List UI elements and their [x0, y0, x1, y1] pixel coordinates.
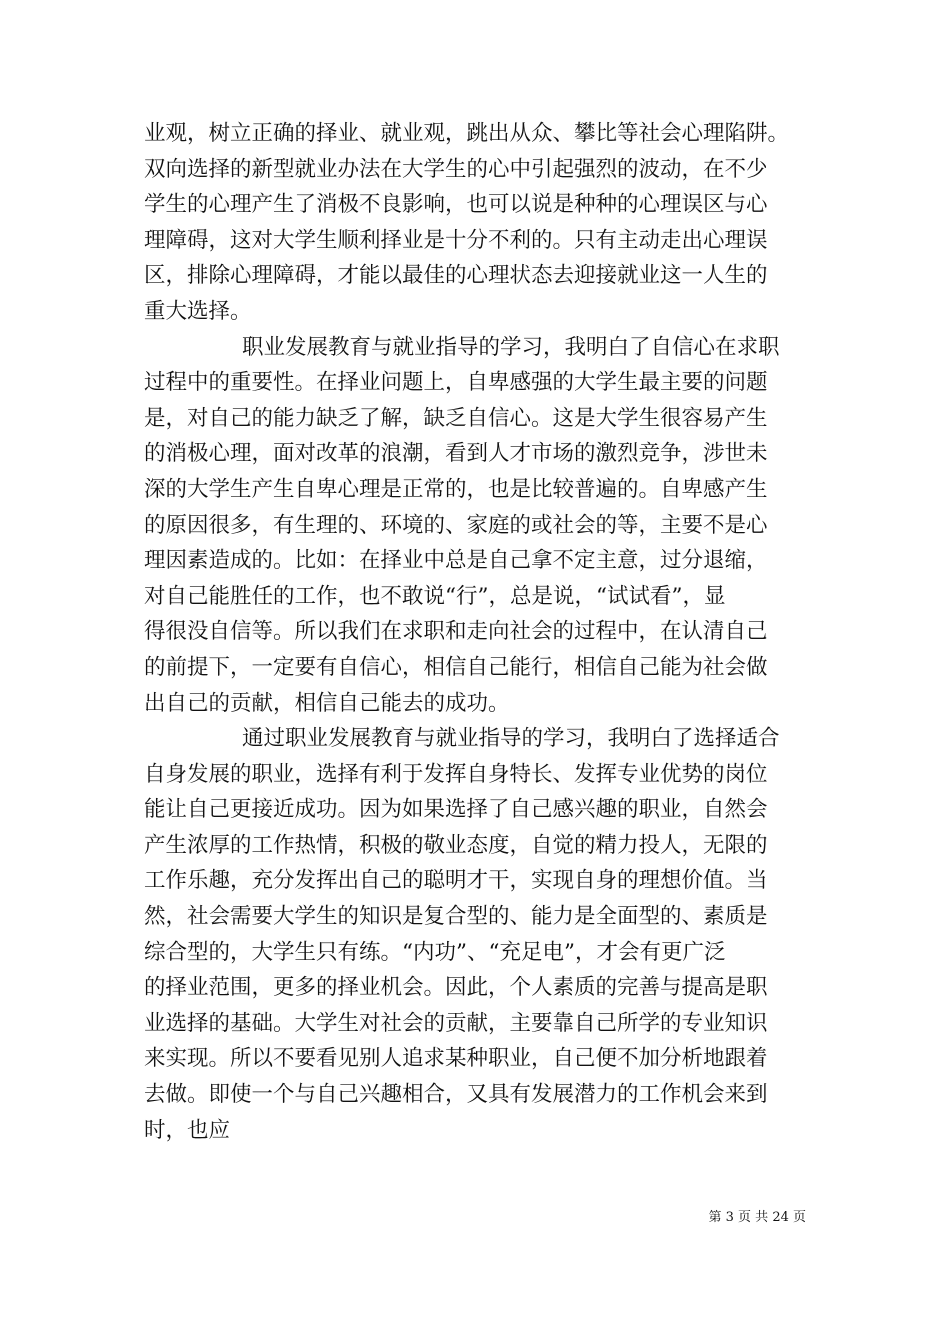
text-line: 综合型的，大学生只有练。“内功”、“充足电”，才会有更广泛 — [144, 939, 726, 965]
text-line: 的原因很多，有生理的、环境的、家庭的或社会的等，主要不是心 — [144, 512, 768, 538]
text-line: 通过职业发展教育与就业指导的学习，我明白了选择适合 — [242, 726, 780, 752]
text-line: 的消极心理，面对改革的浪潮，看到人才市场的激烈竞争，涉世未 — [144, 441, 768, 467]
text-line: 业选择的基础。大学生对社会的贡献，主要靠自己所学的专业知识 — [144, 1010, 768, 1036]
text-line: 双向选择的新型就业办法在大学生的心中引起强烈的波动，在不少 — [144, 156, 768, 182]
text-line: 区，排除心理障碍，才能以最佳的心理状态去迎接就业这一人生的 — [144, 263, 768, 289]
text-line: 理因素造成的。比如：在择业中总是自己拿不定主意，过分退缩， — [144, 548, 768, 574]
text-line: 学生的心理产生了消极不良影响，也可以说是种种的心理误区与心 — [144, 192, 768, 218]
text-line: 对自己能胜任的工作，也不敢说“行”，总是说，“试试看”，显 — [144, 583, 726, 609]
text-line: 能让自己更接近成功。因为如果选择了自己感兴趣的职业，自然会 — [144, 797, 768, 823]
page-number-footer: 第 3 页 共 24 页 — [708, 1210, 806, 1225]
text-line: 深的大学生产生自卑心理是正常的，也是比较普遍的。自卑感产生 — [144, 476, 768, 502]
text-line: 重大选择。 — [144, 298, 252, 324]
body-text — [144, 116, 814, 1148]
text-line: 然，社会需要大学生的知识是复合型的、能力是全面型的、素质是 — [144, 904, 768, 930]
text-line: 去做。即使一个与自己兴趣相合，又具有发展潜力的工作机会来到 — [144, 1082, 768, 1108]
text-line: 产生浓厚的工作热情，积极的敬业态度，自觉的精力投人，无限的 — [144, 832, 768, 858]
text-line: 过程中的重要性。在择业问题上，自卑感强的大学生最主要的问题 — [144, 370, 768, 396]
text-line: 来实现。所以不要看见别人追求某种职业，自己便不加分析地跟着 — [144, 1046, 768, 1072]
text-line: 出自己的贡献，相信自己能去的成功。 — [144, 690, 510, 716]
text-line: 理障碍，这对大学生顺利择业是十分不利的。只有主动走出心理误 — [144, 227, 768, 253]
text-line: 的前提下，一定要有自信心，相信自己能行，相信自己能为社会做 — [144, 654, 768, 680]
text-line: 是，对自己的能力缺乏了解，缺乏自信心。这是大学生很容易产生 — [144, 405, 768, 431]
text-line: 的择业范围，更多的择业机会。因此，个人素质的完善与提高是职 — [144, 975, 768, 1001]
text-line: 工作乐趣，充分发挥出自己的聪明才干，实现自身的理想价值。当 — [144, 868, 768, 894]
text-line: 时，也应 — [144, 1117, 231, 1143]
text-line: 得很没自信等。所以我们在求职和走向社会的过程中，在认清自己 — [144, 619, 768, 645]
text-line: 自身发展的职业，选择有利于发挥自身特长、发挥专业优势的岗位 — [144, 761, 768, 787]
text-line: 职业发展教育与就业指导的学习，我明白了自信心在求职 — [242, 334, 780, 360]
text-line: 业观，树立正确的择业、就业观，跳出从众、攀比等社会心理陷阱。 — [144, 121, 790, 146]
